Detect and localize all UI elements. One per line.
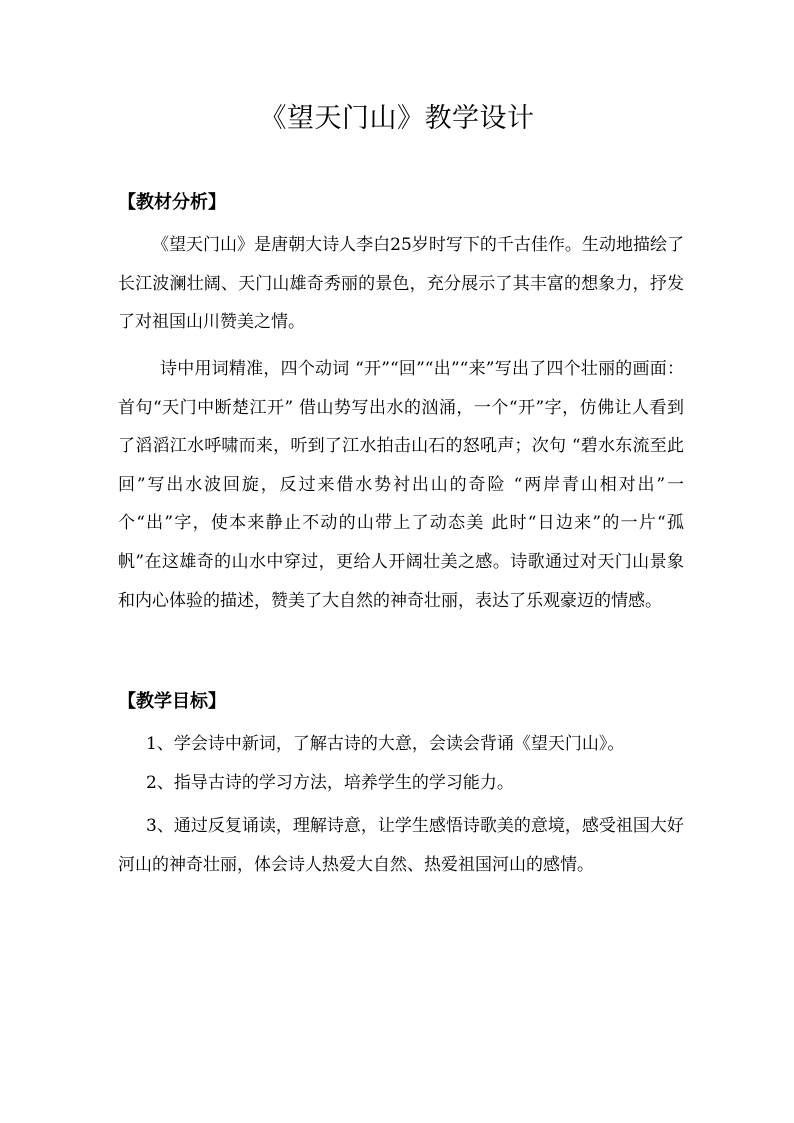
goal-item-2: 2、指导古诗的学习方法，培养学生的学习能力。 (146, 773, 514, 793)
analysis-paragraph-2: 诗中用词精准，四个动词 “开”“回”“出”“来”写出了四个壮丽的画面：首句“天门中断楚江开” 借山势写出水的汹涌，一个“开”字，仿佛让人看到了滔滔江水呼啸而来，听到了江水拍击山石的怒吼声；次句 “碧水东流至此回”写出水波回旋，反过来借水势衬出山的奇险 “两岸青山相对出”一个“出”字，使本来静止不动的山带上了动态美 此时“日边来”的一片“孤帆”在这雄奇的山水中穿过，更给人开阔壮美之感。诗歌通过对天门山景象和内心体验的描述，赞美了大自然的神奇壮丽，表达了乐观豪迈的情感。 (118, 359, 684, 611)
analysis-paragraph-1: 《望天门山》是唐朝大诗人李白25岁时写下的千古佳作。生动地描绘了长江波澜壮阔、天门山雄奇秀丽的景色，充分展示了其丰富的想象力，抒发了对祖国山川赞美之情。 (118, 235, 684, 333)
section-heading-teaching-goals: 【教学目标】 (118, 691, 226, 712)
goal-item-3: 3、通过反复诵读，理解诗意，让学生感悟诗歌美的意境，感受祖国大好河山的神奇壮丽，体会诗人热爱大自然、热爱祖国河山的感情。 (118, 816, 684, 875)
section-heading-material-analysis: 【教材分析】 (118, 192, 226, 213)
goal-item-1: 1、学会诗中新词，了解古诗的大意，会读会背诵《望天门山》。 (146, 734, 625, 754)
document-title: 《望天门山》教学设计 (259, 103, 535, 134)
